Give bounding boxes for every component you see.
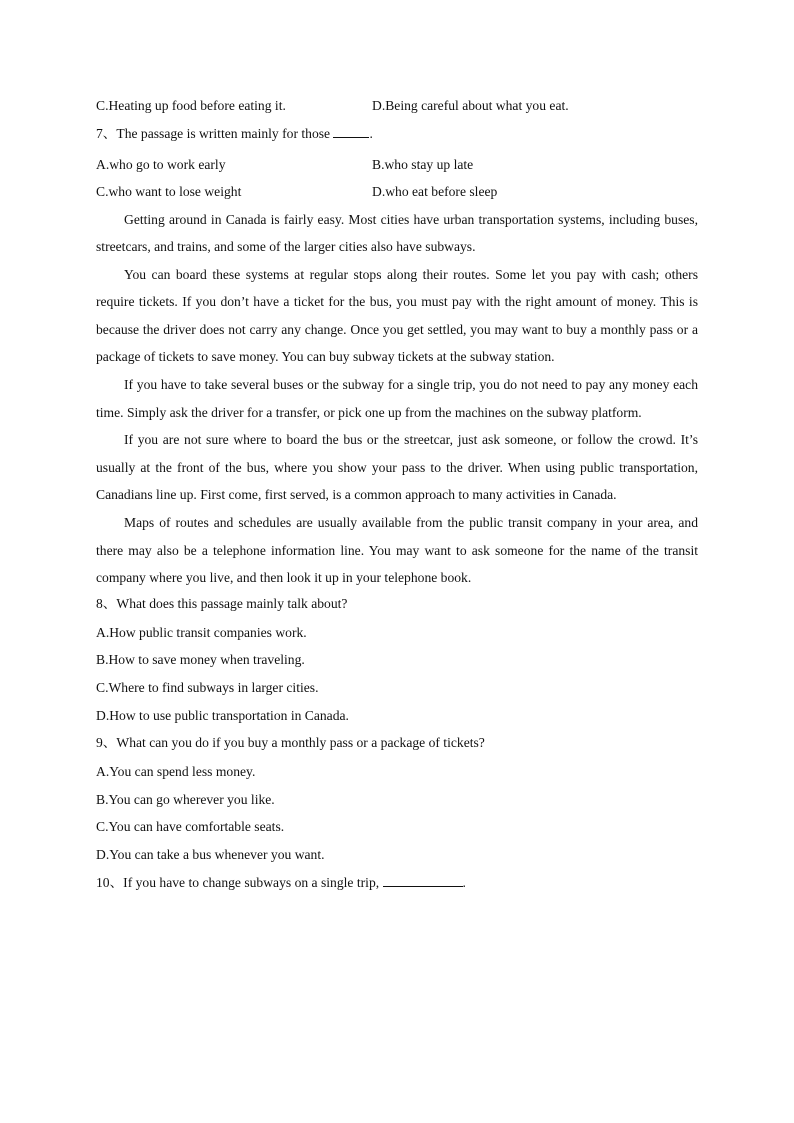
q9-option: D.You can take a bus whenever you want. <box>96 846 325 862</box>
q8-option: A.How public transit companies work. <box>96 624 307 640</box>
q7-stem-end: . <box>369 125 373 141</box>
q6-option-d: D.Being careful about what you eat. <box>372 98 569 113</box>
q9-stem: 9、What can you do if you buy a monthly pass or a package of tickets? <box>96 735 485 751</box>
q10-stem-end: . <box>462 874 466 890</box>
q7-option-d: D.who eat before sleep <box>372 184 498 199</box>
q9-option: C.You can have comfortable seats. <box>96 819 285 835</box>
worksheet-page <box>96 96 698 902</box>
q7-stem <box>96 124 698 155</box>
q8-option: B.How to save money when traveling. <box>96 652 305 668</box>
passage-paragraph: Maps of routes and schedules are usually available from the public transit company in your area, and there may also be a telephone information line. You may want to ask someone for the name of the transit company where you live, and then look it up in your telephone book. <box>96 515 698 586</box>
q7-options-row-1 <box>96 155 698 183</box>
q8-option: C.Where to find subways in larger cities. <box>96 680 319 695</box>
q6-options-row <box>96 96 698 124</box>
answer-blank <box>333 125 369 138</box>
q6-option-c: C.Heating up food before eating it. <box>96 98 286 113</box>
passage-paragraph: If you have to take several buses or the subway for a single trip, you do not need to pay any money each time. Simply ask the driver for a transfer, or pick one up from the machines on the subway platform. <box>96 377 698 420</box>
passage-paragraph: If you are not sure where to board the bus or the streetcar, just ask someone, or follow the crowd. It’s usually at the front of the bus, where you show your pass to the driver. When using public transportation, Canadians line up. First come, first served, is a common approach to many activities in Canada. <box>96 432 698 503</box>
q8-option: D.How to use public transportation in Canada. <box>96 707 349 723</box>
answer-blank <box>383 874 463 887</box>
q8-stem: 8、What does this passage mainly talk about? <box>96 595 348 611</box>
reading-passage <box>96 206 698 592</box>
q10-stem <box>96 873 698 902</box>
q7-option-c: C.who want to lose weight <box>96 184 242 199</box>
q7-option-b: B.who stay up late <box>372 156 474 172</box>
q10-stem-text: 10、If you have to change subways on a single trip, <box>96 874 383 890</box>
q9-option: B.You can go wherever you like. <box>96 791 275 807</box>
passage-paragraph: Getting around in Canada is fairly easy. Most cities have urban transportation systems, including buses, streetcars, and trains, and some of the larger cities also have subways. <box>96 211 698 255</box>
q7-stem-text: 7、The passage is written mainly for those <box>96 125 334 141</box>
passage-paragraph: You can board these systems at regular stops along their routes. Some let you pay with cash; others require tickets. If you don’t have a ticket for the bus, you must pay with the right amount of money. This is because the driver does not carry any change. Once you get settled, you may want to buy a monthly pass or a package of tickets to save money. You can buy subway tickets at the subway station. <box>96 266 698 365</box>
q9-option: A.You can spend less money. <box>96 764 256 780</box>
q7-option-a: A.who go to work early <box>96 156 226 172</box>
